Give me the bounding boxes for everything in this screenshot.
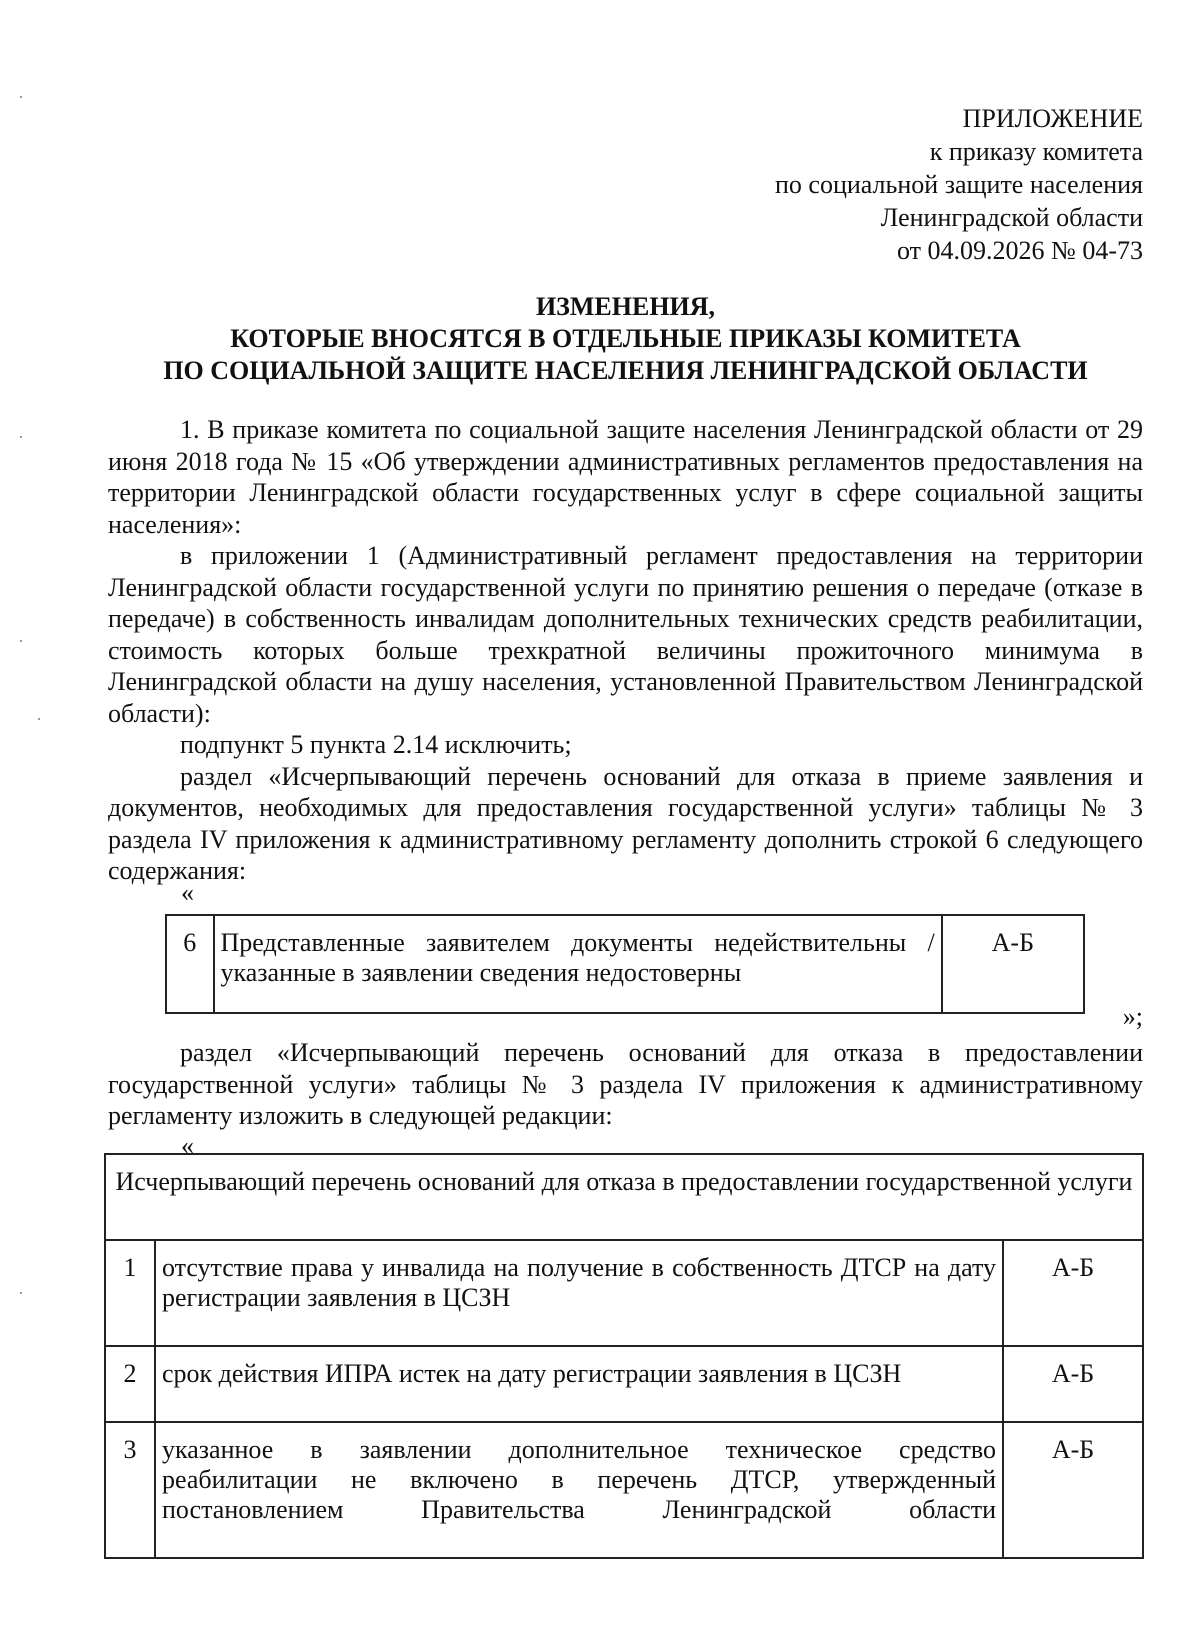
paragraph-4: раздел «Исчерпывающий перечень оснований для отказа в приеме заявления и документов, необходимых для предоставления государственной услуги» таблицы № 3 раздела IV приложения к административному регламенту дополнить строкой 6 следующего содержания: [108, 761, 1143, 885]
appendix-order-ref: к приказу комитета [929, 137, 1143, 166]
row-text-cell [155, 1422, 1003, 1558]
row-code: А-Б [1003, 1422, 1143, 1558]
row-number: 2 [105, 1346, 155, 1422]
refusal-grounds-table [104, 1153, 1144, 1559]
scan-speck [20, 640, 22, 642]
row-number: 3 [105, 1422, 155, 1558]
paragraph-2: в приложении 1 (Административный регламент предоставления на территории Ленинградской области государственной услуги по принятию решения о передаче (отказе в передаче) в собственность инвалидам дополнительных технических средств реабилитации, стоимость которых больше трехкратной величины прожиточного минимума в Ленинградской области на душу населения, установленной Правительством Ленинградской области): [108, 541, 1143, 728]
row-text: срок действия ИПРА истек на дату регистрации заявления в ЦСЗН [155, 1346, 1003, 1422]
title-line-2: КОТОРЫЕ ВНОСЯТСЯ В ОТДЕЛЬНЫЕ ПРИКАЗЫ КОМИТЕТА [230, 324, 1021, 353]
table-header: Исчерпывающий перечень оснований для отказа в предоставлении государственной услуги [105, 1154, 1143, 1240]
title-line-3: ПО СОЦИАЛЬНОЙ ЗАЩИТЕ НАСЕЛЕНИЯ ЛЕНИНГРАДСКОЙ ОБЛАСТИ [163, 356, 1088, 385]
table-row [105, 1240, 1143, 1346]
document-title [108, 291, 1143, 387]
row-code: А-Б [1003, 1346, 1143, 1422]
title-line-1: ИЗМЕНЕНИЯ, [535, 292, 716, 321]
row-code: А-Б [942, 915, 1084, 1013]
appendix-region: Ленинградской области [880, 203, 1143, 232]
table-row [105, 1422, 1143, 1558]
opening-quote-2: « [181, 1131, 194, 1160]
scan-speck [20, 436, 22, 438]
opening-quote-1: « [181, 878, 194, 907]
paragraph-3: подпункт 5 пункта 2.14 исключить; [180, 730, 572, 759]
table-row [166, 915, 1084, 1013]
appendix-committee: по социальной защите населения [774, 170, 1143, 199]
body-text-section-2 [108, 1037, 1143, 1132]
scan-speck [38, 718, 40, 720]
table-row [105, 1346, 1143, 1422]
row-number: 6 [166, 915, 214, 1013]
row-text: отсутствие права у инвалида на получение в собственность ДТСР на дату регистрации заявления в ЦСЗН [155, 1240, 1003, 1346]
scan-speck [20, 1292, 22, 1294]
insert-row-table [165, 914, 1085, 1014]
appendix-label: ПРИЛОЖЕНИЕ [962, 104, 1143, 133]
closing-quote-1: »; [1122, 1002, 1143, 1031]
paragraph-1: 1. В приказе комитета по социальной защите населения Ленинградской области от 29 июня 2018 года № 15 «Об утверждении административных регламентов предоставления на территории Ленинградской области государственных услуг в сфере социальной защиты населения»: [108, 415, 1143, 539]
scan-speck [20, 96, 22, 98]
row-number: 1 [105, 1240, 155, 1346]
row-text: Представленные заявителем документы недействительны / указанные в заявлении сведения недостоверны [214, 915, 942, 1013]
appendix-date-number: от 04.09.2026 № 04-73 [897, 236, 1143, 265]
table-header-row [105, 1154, 1143, 1240]
row-text: указанное в заявлении дополнительное техническое средство реабилитации не включено в перечень ДТСР, утвержденный постановлением Правительства Ленинградской области [162, 1435, 996, 1524]
body-text-section-1 [108, 414, 1143, 887]
row-code: А-Б [1003, 1240, 1143, 1346]
appendix-header [775, 102, 1143, 267]
paragraph-5: раздел «Исчерпывающий перечень оснований для отказа в предоставлении государственной услуги» таблицы № 3 раздела IV приложения к административному регламенту изложить в следующей редакции: [108, 1038, 1143, 1130]
